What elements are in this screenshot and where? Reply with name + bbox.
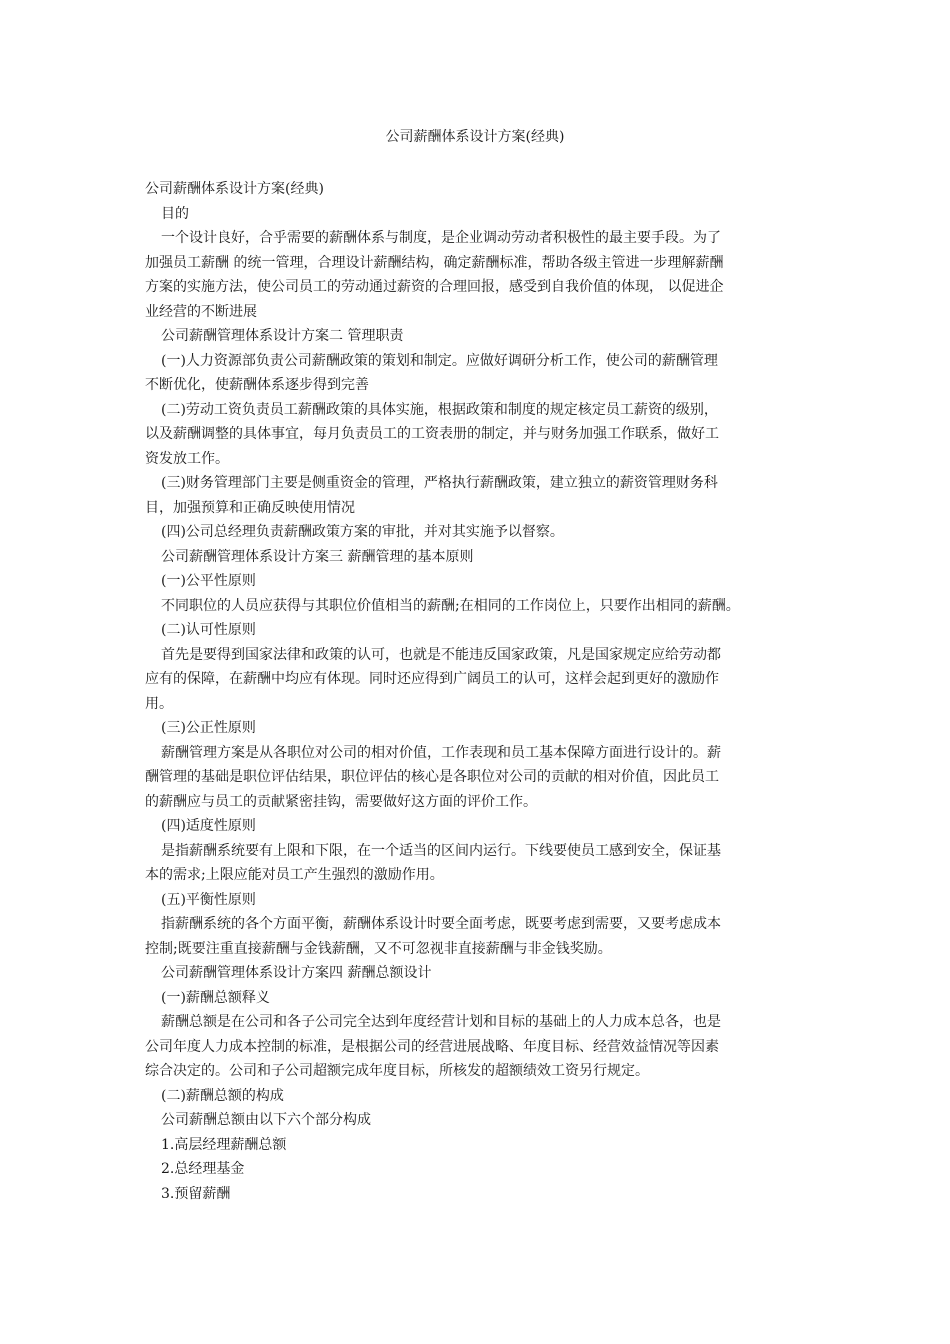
section-heading: 公司薪酬管理体系设计方案四 薪酬总额设计 [161,965,432,981]
subsection-heading: (一)公平性原则 [161,573,256,589]
paragraph-line: (四)公司总经理负责薪酬政策方案的审批，并对其实施予以督察。 [161,524,564,540]
paragraph-line: 薪酬总额是在公司和各子公司完全达到年度经营计划和目标的基础上的人力成本总各，也是 [161,1014,721,1030]
paragraph-line: 不断优化，使薪酬体系逐步得到完善 [145,377,369,393]
paragraph-line: 首先是要得到国家法律和政策的认可，也就是不能违反国家政策，凡是国家规定应给劳动都 [161,646,721,663]
paragraph-line: 酬管理的基础是职位评估结果，职位评估的核心是各职位对公司的贡献的相对价值，因此员工 [145,769,719,785]
paragraph-line: 综合决定的。公司和子公司超额完成年度目标，所核发的超额绩效工资另行规定。 [145,1063,649,1079]
paragraph-line: (二)劳动工资负责员工薪酬政策的具体实施，根据政策和制度的规定核定员工薪资的级别， [161,401,718,418]
paragraph-line: 公司年度人力成本控制的标准，是根据公司的经营进展战略、年度目标、经营效益情况等因素 [145,1038,719,1055]
list-item: 1.高层经理薪酬总额 [161,1136,287,1153]
body-heading: 公司薪酬体系设计方案(经典) [145,181,324,197]
paragraph-line: 应有的保障，在薪酬中均应有体现。同时还应得到广阔员工的认可，这样会起到更好的激励作 [145,671,719,687]
section-heading: 公司薪酬管理体系设计方案二 管理职责 [161,328,404,344]
paragraph-line: 不同职位的人员应获得与其职位价值相当的薪酬;在相同的工作岗位上，只要作出相同的薪酬。 [161,597,740,614]
paragraph-line: 资发放工作。 [145,450,229,467]
paragraph-line: 加强员工薪酬 的统一管理，合理设计薪酬结构，确定薪酬标准，帮助各级主管进一步理解薪酬 [145,254,724,271]
document-body [145,177,825,1206]
section-heading: 公司薪酬管理体系设计方案三 薪酬管理的基本原则 [161,548,474,565]
paragraph-line: 指薪酬系统的各个方面平衡，薪酬体系设计时要全面考虑，既要考虑到需要，又要考虑成本 [161,916,721,932]
subsection-heading: (二)薪酬总额的构成 [161,1087,284,1104]
paragraph-line: (一)人力资源部负责公司薪酬政策的策划和制定。应做好调研分析工作，使公司的薪酬管理 [161,352,718,369]
list-item: 2.总经理基金 [161,1161,245,1177]
paragraph-line: 一个设计良好，合乎需要的薪酬体系与制度，是企业调动劳动者积极性的最主要手段。为了 [161,230,721,246]
paragraph-line: 本的需求;上限应能对员工产生强烈的激励作用。 [145,867,444,883]
subsection-heading: (二)认可性原则 [161,622,256,638]
paragraph-line: (三)财务管理部门主要是侧重资金的管理，严格执行薪酬政策，建立独立的薪资管理财务科 [161,475,718,491]
subsection-heading: (四)适度性原则 [161,818,256,834]
page-title: 公司薪酬体系设计方案(经典) [385,129,565,145]
paragraph-line: 业经营的不断进展 [145,303,257,320]
list-item: 3.预留薪酬 [161,1185,231,1202]
paragraph-line: 公司薪酬总额由以下六个部分构成 [161,1112,371,1128]
paragraph-line: 是指薪酬系统要有上限和下限，在一个适当的区间内运行。下线要使员工感到安全，保证基 [161,842,721,859]
paragraph-line: 控制;既要注重直接薪酬与金钱薪酬，又不可忽视非直接薪酬与非金钱奖励。 [145,940,612,957]
paragraph-line: 以及薪酬调整的具体事宜，每月负责员工的工资表册的制定，并与财务加强工作联系，做好工 [145,426,719,442]
paragraph-line: 的薪酬应与员工的贡献紧密挂钩，需要做好这方面的评价工作。 [145,793,537,810]
section-label: 目的 [161,205,189,222]
paragraph-line: 方案的实施方法，使公司员工的劳动通过薪资的合理回报，感受到自我价值的体现， 以促进企 [145,279,724,295]
subsection-heading: (五)平衡性原则 [161,891,256,908]
paragraph-line: 目，加强预算和正确反映使用情况 [145,499,355,516]
paragraph-line: 薪酬管理方案是从各职位对公司的相对价值，工作表现和员工基本保障方面进行设计的。薪 [161,744,721,761]
subsection-heading: (一)薪酬总额释义 [161,989,270,1006]
subsection-heading: (三)公正性原则 [161,720,256,736]
paragraph-line: 用。 [145,695,173,712]
